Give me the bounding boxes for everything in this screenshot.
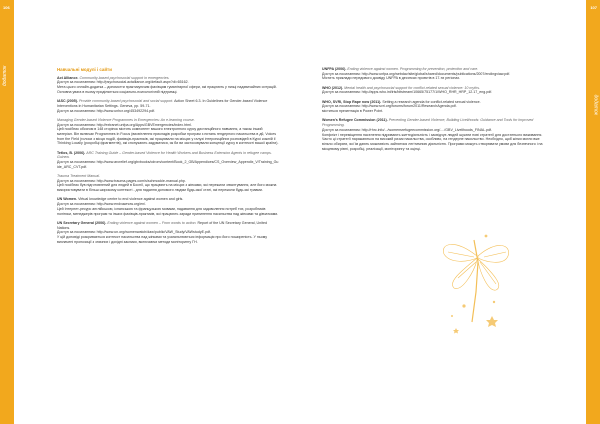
right-margin-bar bbox=[586, 0, 600, 424]
entry-author: Act Alliance. bbox=[57, 75, 79, 80]
entry-link[interactable]: Доступ за посиланням: http://www.svri.org/forums/forum2011/ResearchAgenda.pdf. bbox=[322, 104, 457, 109]
entry-title: ARC Training Guide – Gender-based Violence for Health Workers and Business Extension Agents in refugee camps. Guinea. bbox=[57, 150, 272, 160]
entry-description: У цій доповіді розкривається контекст насильства над жінками та узагальнюються інформація про його поширеність. У ньому визначені пропозиції з значних і дохідні заклики, включаючи методи моніторингу ГН. bbox=[57, 234, 268, 244]
entry-title: Managing Gender-based Violence Programmes in Emergencies: An e-learning course. bbox=[57, 117, 195, 122]
entry-description: Цей посібник був підготовлений для людей в Боснії, що працюють на місцях з жінками, які пережили згвалтування, але його можна використовувати в більш широкому контексті - для надання допомоги людям будь-якої статі, які пережили будь-які травми. bbox=[57, 183, 277, 193]
entry-title: Trauma Treatment Manual. bbox=[57, 174, 101, 179]
reference-entry bbox=[322, 100, 550, 114]
entry-link[interactable]: Доступ за посиланням: http://www.unhcr.org/453492294.pdf. bbox=[57, 108, 156, 113]
entry-author: Women's Refugee Commission (2011). bbox=[322, 118, 388, 123]
entry-author: IASC (2005). bbox=[57, 99, 78, 104]
page-number-right: 107 bbox=[590, 5, 597, 10]
entry-link[interactable]: Доступ за посиланням: http://www.trauma-pages.com/s/schmockie-manual.php. bbox=[57, 178, 186, 183]
section-heading: Навчальні модулі і сайти bbox=[57, 67, 112, 72]
entry-extra: Action Sheet 6.3. In Guidelines for Gender-based Violence Interventions in Humanitarian Settings. Geneva, pp. 59-71. bbox=[57, 99, 268, 108]
entry-link[interactable]: Доступ за посиланням: http://psychosocial.actalliance.org/default.aspx?di=65162. bbox=[57, 80, 189, 85]
entry-description: Містить приклади передового досвіду UNFPA в десятках проектів в 17-ти регіонах. bbox=[322, 76, 461, 81]
reference-entry bbox=[322, 118, 550, 151]
entry-author: WHO, SVRI, Stop Rape now (2011). bbox=[322, 99, 382, 104]
entry-description: Цей Інтернет-ресурс англійською, іспанською та французькою мовами, надавання для задоволення потреб тих, розробників політики, менеджерів програм та інших фахівців-практиків, які працюють заради припинення насильства над жінками та дівчатками. bbox=[57, 206, 279, 216]
entry-link[interactable]: Доступ за посиланням: http://rhrc.info/.../womensrefugeecommission.org/..../GBV_Livelihoods_FINAL.pdf. bbox=[322, 127, 493, 132]
left-margin-label: додаток bbox=[2, 65, 8, 86]
reference-entry bbox=[57, 197, 279, 216]
entry-title: Preventing Gender-based Violence, Building Livelihoods: Guidance and Tools for Improved Programming. bbox=[322, 118, 534, 128]
right-column bbox=[322, 67, 550, 156]
entry-link[interactable]: Доступ за посиланням: http://www.endvawnow.org/en/. bbox=[57, 202, 147, 207]
reference-entry bbox=[322, 86, 550, 95]
entry-author: WHO (2012). bbox=[322, 85, 344, 90]
right-margin-label: додаток bbox=[592, 94, 598, 115]
entry-link[interactable]: Доступ за посиланням: http://www.unfpa.org/webdav/site/global/shared/documents/publications/2007/endingviaw.pdf. bbox=[322, 71, 511, 76]
reference-entry bbox=[57, 221, 279, 245]
entry-link[interactable]: Доступ за посиланням: http://extranet.unfpa.org/Apps/GBVEmergencies/index.html. bbox=[57, 122, 192, 127]
entry-link[interactable]: Доступ за посиланням: http://apps.who.int/iris/bitstream/10665/75177/1/WHO_RHR_HRP_12.17_eng.pdf. bbox=[322, 90, 493, 95]
page-number-left: 106 bbox=[3, 5, 10, 10]
entry-extra: Setting a research agenda for conflict-related sexual violence. bbox=[382, 99, 481, 104]
reference-entry bbox=[322, 67, 550, 81]
reference-entry bbox=[57, 151, 279, 170]
entry-title: Mental health and psychosocial support for conflict-related sexual violence: 10 myths. bbox=[344, 85, 481, 90]
entry-title: Ending violence against women – From words to action. bbox=[107, 220, 197, 225]
entry-title: Ending violence against women. Programming for prevention, protection and care. bbox=[347, 67, 479, 71]
reference-entry bbox=[57, 174, 279, 193]
reference-entry bbox=[57, 76, 279, 95]
entry-extra: Report of the UN Secretary General, United Nations. bbox=[57, 220, 267, 230]
entry-author: UNFPA (2006). bbox=[322, 67, 347, 71]
left-column bbox=[57, 68, 279, 249]
entry-description: міститься презентація в Power Point. bbox=[322, 109, 384, 114]
dragonfly-icon bbox=[434, 232, 524, 340]
entry-title: Community-based psychosocial support in emergencies. bbox=[79, 75, 170, 80]
entry-description: Мета цього онлайн-додатка – допомогти практикуючим фахівцям гуманітарної сфери, які працюють у низці надзвичайних ситуацій. Основна увага в ньому приділяється соціально-психологічній підтримці. bbox=[57, 85, 277, 94]
entry-description: Цей посібник обсягом в 148 сторінок містить компонент вашого електронного курсу дистанційного навчання, а також інший матеріал. Він включає Programmes in Focus (висвітлення прикладів розробки програм з питань гендерного насильства в д6, Voices from the Field (голоси з місця подій, фахівців-практиків, які працювали на місцях у галузі інтерсекційних розповідей в Курсі кожній ії Thinking Locally (розробці фрагментів), які спонукають задуматися, як би ви застосовували концепції курсу в контексті вашої країни). bbox=[57, 127, 279, 146]
left-margin-bar bbox=[0, 0, 14, 424]
entry-title: Provide community-based psychosocial and social support. bbox=[78, 99, 174, 104]
entry-author: UN Secretary General (2006). bbox=[57, 220, 107, 225]
entry-link[interactable]: Доступ за посиланням: http://www.un.org/womenwatch/daw/public/VAW_Study/VAWstudyE.pdf. bbox=[57, 230, 212, 235]
reference-entry bbox=[57, 99, 279, 113]
entry-extra: Virtual knowledge centre to end violence against women and girls. bbox=[78, 197, 184, 202]
reference-entry bbox=[57, 118, 279, 146]
entry-link[interactable]: Доступ за посиланням: http://www.arcrelief.org/gbvbooks/cdrom/content/Book_2_GB/Appendices/CS_Overview_Appendix_V/Training_Guide_ARC_CVT.pdf. bbox=[57, 160, 279, 169]
entry-author: UN Women. bbox=[57, 197, 78, 202]
entry-description: Конфлікт і переміщення населення підривають життєдіяльність і засвідчує людей шукати нові стратегії для достатнього виживання. Часто ці стратегії наражаються на високий ризик насильства, особливо, на гендерне насильство. Необхідно, щоб жінки могли вже вільно обирати, які їм дають можливість зайнятися легітимною діяльністю. Програми можуть створювати умови для безпечного і на місцевому рівні, розробці, реалізації, моніторингу та оцінці. bbox=[322, 132, 543, 151]
entry-author: Tetlos, B. (2006). bbox=[57, 150, 86, 155]
